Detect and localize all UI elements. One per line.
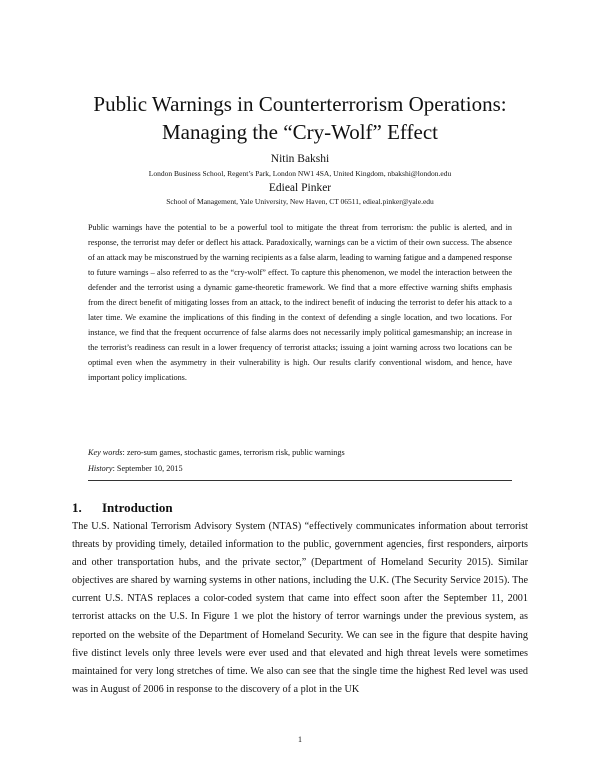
- title-line-2: Managing the “Cry-Wolf” Effect: [161, 120, 439, 144]
- author-name-1: Nitin Bakshi: [270, 153, 330, 165]
- history-label: History: [88, 464, 113, 473]
- title-line-1: Public Warnings in Counterterrorism Operations:: [93, 92, 507, 116]
- page-number: 1: [298, 735, 302, 744]
- paper-title: [60, 90, 540, 146]
- history: History: September 10, 2015: [88, 464, 183, 473]
- section-number: 1.: [72, 500, 82, 515]
- abstract: Public warnings have the potential to be a powerful tool to mitigate the threat from terrorism: the public is alerted, and in response, the terrorist may defer or deflect his attack. Paradoxically, warnings can be a victim of their own success. The absence of an attack may be misconstrued by the warning recipients as a false alarm, leading to warning fatigue and a dampened response to future warnings – also referred to as the “cry-wolf” effect. To capture this phenomenon, we model the interaction between the defender and the terrorist using a dynamic game-theoretic framework. We find that a more effective warning shifts emphasis from the direct benefit of mitigating losses from an attack, to the indirect benefit of inducing the terrorist to defer his attack to a later time. We examine the implications of this finding in the context of defending a single location, and two locations. For instance, we find that the frequent occurrence of false alarms does not necessarily imply political gamesmanship; an increase in the terrorist’s readiness can result in a lower frequency of terrorist attacks; issuing a joint warning across two locations can be optimal even when the asymmetry in their vulnerability is high. Our results clarify conventional wisdom, and hence, have important policy implications.: [88, 223, 512, 382]
- author-name-2: Edieal Pinker: [268, 182, 332, 194]
- introduction-paragraph: The U.S. National Terrorism Advisory System (NTAS) “effectively communicates information about terrorist threats by providing timely, detailed information to the public, government agencies, first responders, airports and other transportation hubs, and the private sector,” (Department of Homeland Security 2015). Similar objectives are shared by warning systems in other nations, including the U.K. (The Security Service 2015). The current U.S. NTAS replaces a color-coded system that came into effect soon after the September 11, 2001 terrorist attacks on the U.S. In Figure 1 we plot the history of terror warnings under the previous system, as reported on the website of the Department of Homeland Security. We can see in the figure that despite having five distinct levels only three levels were ever used and that elevated and high threat levels were sometimes maintained for very long stretches of time. We also can see that the single time the highest Red level was used was in August of 2006 in response to the discovery of a plot in the UK: [72, 521, 528, 695]
- section-title: Introduction: [102, 500, 173, 515]
- keywords-label: Key words: [88, 448, 123, 457]
- history-date: September 10, 2015: [116, 464, 183, 473]
- author-affiliation-2: School of Management, Yale University, New Haven, CT 06511, edieal.pinker@yale.edu: [166, 197, 434, 206]
- keywords: Key words: zero-sum games, stochastic games, terrorism risk, public warnings: [88, 448, 345, 457]
- abstract-divider: [88, 480, 512, 481]
- section-heading: [72, 500, 173, 516]
- author-affiliation-1: London Business School, Regent’s Park, London NW1 4SA, United Kingdom, nbakshi@london.edu: [148, 169, 452, 178]
- keywords-text: zero-sum games, stochastic games, terrorism risk, public warnings: [126, 448, 345, 457]
